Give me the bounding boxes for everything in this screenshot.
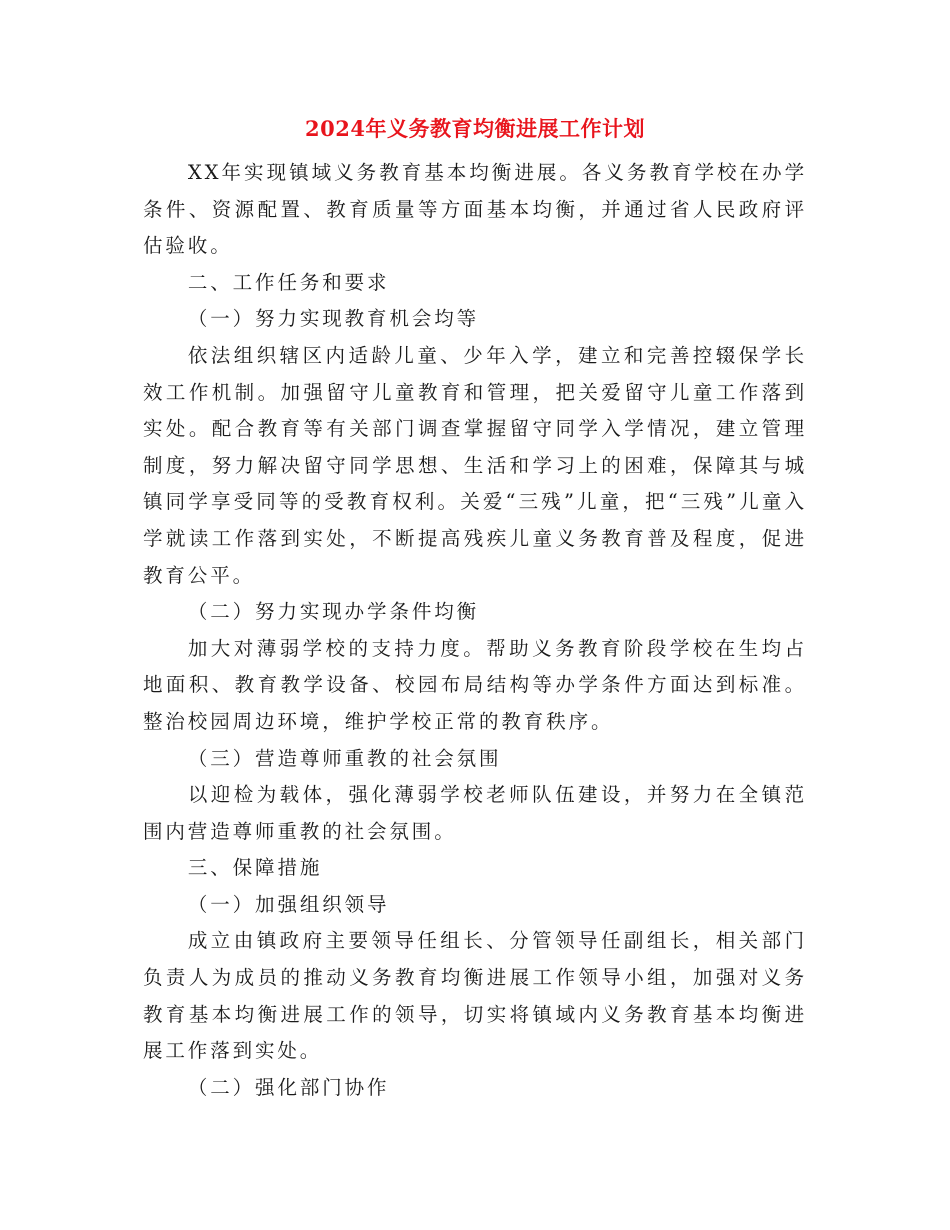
subheading-leadership: （一）加强组织领导 [187,892,390,916]
subheading-respect-teachers: （三）营造尊师重教的社会氛围 [187,746,502,770]
paragraph-school-conditions: 加大对薄弱学校的支持力度。帮助义务教育阶段学校在生均占地面积、教育教学设备、校园布局结构等办学条件方面达到标准。整治校园周边环境，维护学校正常的教育秩序。 [143,636,807,733]
paragraph-equal-opportunity: 依法组织辖区内适龄儿童、少年入学，建立和完善控辍保学长效工作机制。加强留守儿童教育和管理，把关爱留守儿童工作落到实处。配合教育等有关部门调查掌握留守同学入学情况，建立管理制度，努力解决留守同学思想、生活和学习上的困难，保障其与城镇同学享受同等的受教育权利。关爱“三残”儿童，把“三残”儿童入学就读工作落到实处，不断提高残疾儿童义务教育普及程度，促进教育公平。 [143,343,807,587]
section-heading-measures: 三、保障措施 [187,856,323,880]
section-heading-tasks: 二、工作任务和要求 [187,270,390,294]
subheading-equal-opportunity: （一）努力实现教育机会均等 [187,307,480,331]
document-title: 2024年义务教育均衡进展工作计划 [305,116,645,141]
paragraph-leadership: 成立由镇政府主要领导任组长、分管领导任副组长，相关部门负责人为成员的推动义务教育均衡进展工作领导小组，加强对义务教育基本均衡进展工作的领导，切实将镇域内义务教育基本均衡进展工作落到实处。 [143,929,807,1063]
paragraph-goal: XX年实现镇域义务教育基本均衡进展。各义务教育学校在办学条件、资源配置、教育质量等方面基本均衡，并通过省人民政府评估验收。 [143,161,807,258]
document-body [143,155,807,1106]
subheading-coordination: （二）强化部门协作 [187,1075,390,1099]
paragraph-respect-teachers: 以迎检为载体，强化薄弱学校老师队伍建设，并努力在全镇范围内营造尊师重教的社会氛围。 [143,783,807,843]
subheading-school-conditions: （二）努力实现办学条件均衡 [187,600,480,624]
